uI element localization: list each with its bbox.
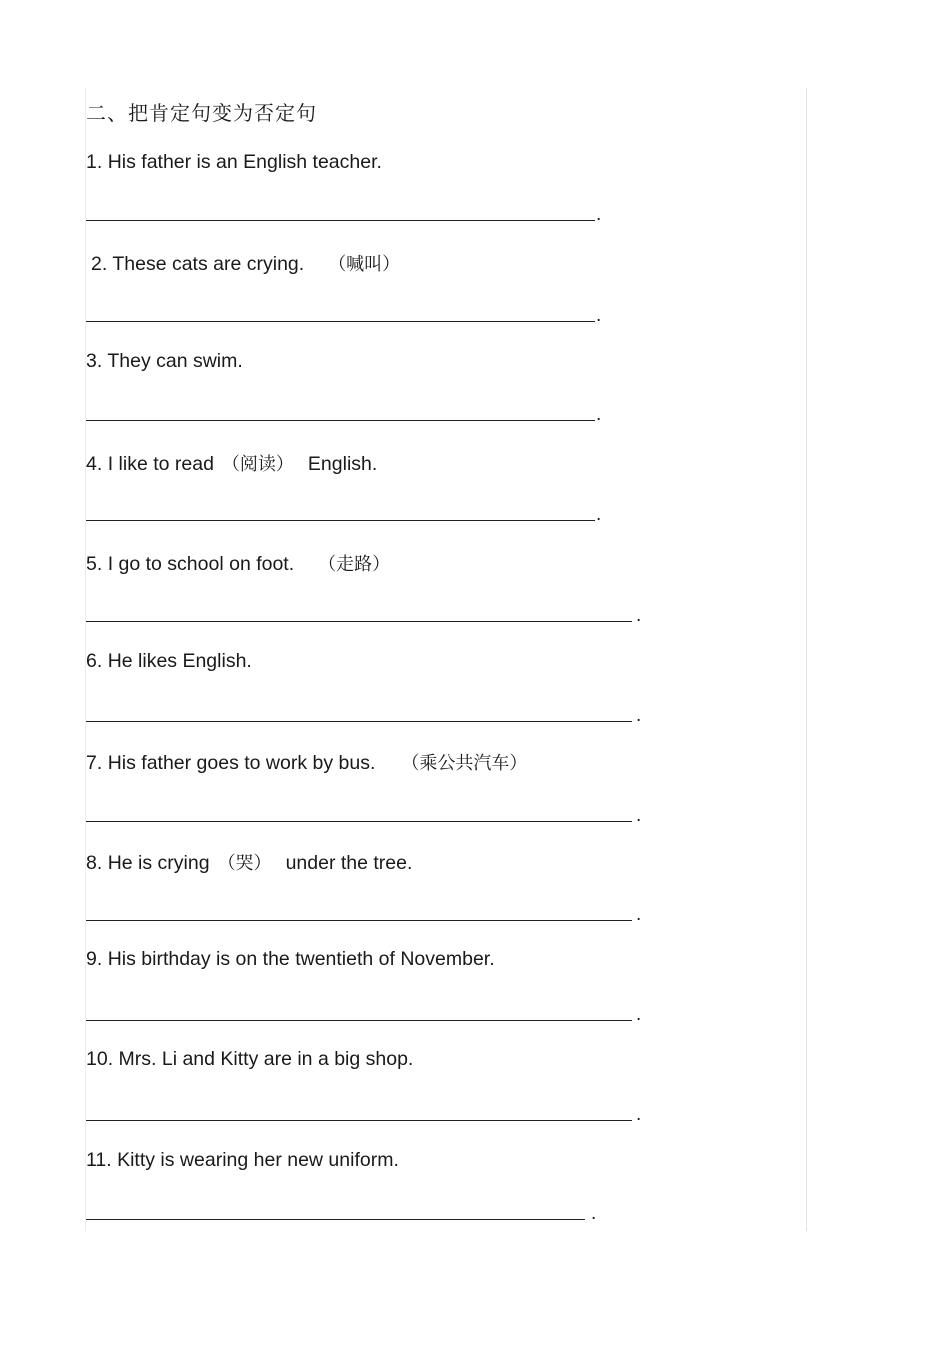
answer-period: . [596, 204, 602, 225]
chinese-hint: （阅读） [221, 454, 294, 475]
chinese-hint: （乘公共汽车） [401, 753, 528, 774]
question-text: Kitty is wearing her new uniform. [117, 1149, 399, 1171]
answer-line-9[interactable] [86, 1020, 632, 1021]
answer-period: . [636, 805, 642, 826]
question-3 [86, 350, 243, 373]
section-heading: 二、把肯定句变为否定句 [86, 101, 317, 125]
chinese-hint: （哭） [217, 853, 272, 874]
question-text: He is crying [107, 852, 210, 874]
answer-period: . [596, 305, 602, 326]
answer-line-6[interactable] [86, 721, 632, 722]
question-text: His birthday is on the twentieth of November. [107, 948, 495, 970]
question-8 [86, 849, 412, 875]
answer-line-7[interactable] [86, 821, 632, 822]
answer-line-4[interactable] [86, 520, 595, 521]
question-text: They can swim. [107, 350, 243, 372]
question-2 [91, 250, 400, 276]
question-4 [86, 450, 377, 476]
question-number: 1. [86, 151, 103, 173]
question-text-end: English. [307, 453, 378, 475]
question-text: I like to read [107, 453, 214, 475]
question-text: His father is an English teacher. [107, 151, 382, 173]
answer-line-3[interactable] [86, 420, 595, 421]
answer-line-5[interactable] [86, 621, 632, 622]
question-number: 10. [86, 1048, 114, 1070]
question-number: 3. [86, 350, 103, 372]
question-text: I go to school on foot. [107, 553, 295, 575]
answer-period: . [636, 1104, 642, 1125]
answer-period: . [636, 1004, 642, 1025]
answer-period: . [596, 404, 602, 425]
answer-period: . [636, 605, 642, 626]
question-number: 2. [91, 253, 108, 275]
question-6 [86, 650, 252, 673]
question-number: 8. [86, 852, 103, 874]
question-number: 9. [86, 948, 103, 970]
question-7 [86, 749, 527, 775]
answer-period: . [591, 1203, 597, 1224]
answer-period: . [596, 504, 602, 525]
question-text-end: under the tree. [285, 852, 413, 874]
question-10 [86, 1048, 413, 1071]
question-number: 11. [86, 1149, 112, 1171]
page-border-right [806, 88, 807, 1231]
question-text: He likes English. [107, 650, 252, 672]
question-5 [86, 550, 390, 576]
answer-period: . [636, 904, 642, 925]
question-number: 5. [86, 553, 103, 575]
question-text: His father goes to work by bus. [107, 752, 376, 774]
answer-line-2[interactable] [86, 321, 595, 322]
answer-line-8[interactable] [86, 920, 632, 921]
question-text: Mrs. Li and Kitty are in a big shop. [118, 1048, 414, 1070]
question-text: These cats are crying. [112, 253, 305, 275]
answer-line-10[interactable] [86, 1120, 632, 1121]
question-9 [86, 948, 495, 971]
answer-period: . [636, 705, 642, 726]
chinese-hint: （走路） [318, 554, 391, 575]
chinese-hint: （喊叫） [328, 254, 401, 275]
question-number: 7. [86, 752, 103, 774]
question-1 [86, 151, 382, 174]
answer-line-1[interactable] [86, 220, 595, 221]
answer-line-11[interactable] [86, 1219, 585, 1220]
question-11 [86, 1149, 399, 1172]
question-number: 4. [86, 453, 103, 475]
question-number: 6. [86, 650, 103, 672]
